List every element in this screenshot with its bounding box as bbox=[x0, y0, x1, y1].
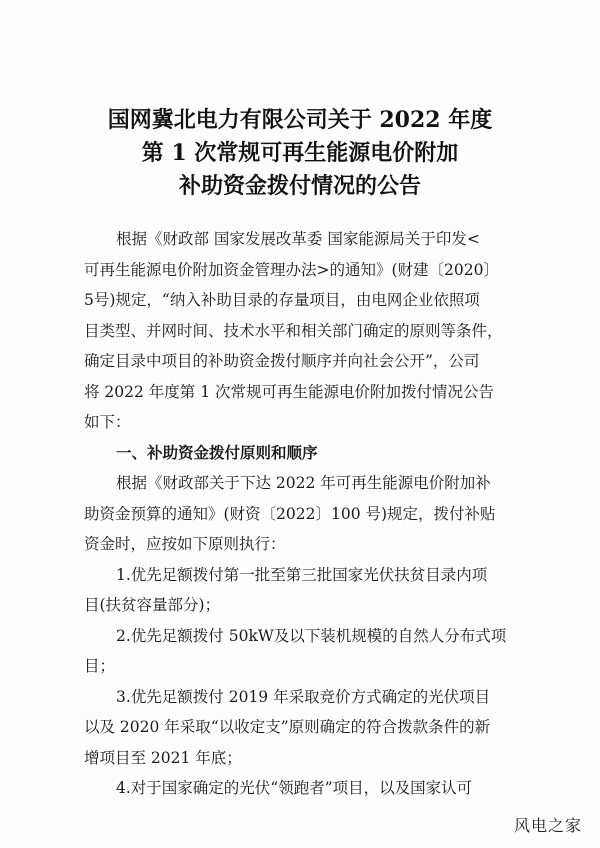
paragraph-line: 2.优先足额拨付 50kW及以下装机规模的自然人分布式项 bbox=[116, 626, 507, 645]
paragraph-line: 5号)规定，“纳入补助目录的存量项目，由电网企业依照项 bbox=[84, 291, 480, 309]
paragraph-line: 助资金预算的通知》(财资〔2022〕100 号)规定，拨付补贴 bbox=[84, 504, 496, 523]
paragraph-line: 根据《财政部 国家发展改革委 国家能源局关于印发< bbox=[116, 230, 480, 248]
section-heading: 一、补助资金拨付原则和顺序 bbox=[116, 443, 318, 462]
paragraph-line: 目； bbox=[84, 657, 116, 675]
paragraph-line: 根据《财政部关于下达 2022 年可再生能源电价附加补 bbox=[116, 474, 491, 492]
paragraph-line: 目类型、并网时间、技术水平和相关部门确定的原则等条件， bbox=[84, 321, 503, 340]
title-line-1: 国网冀北电力有限公司关于 2022 年度 bbox=[107, 107, 493, 133]
paragraph-line: 3.优先足额拨付 2019 年采取竞价方式确定的光伏项目 bbox=[116, 687, 491, 706]
paragraph-line: 资金时，应按如下原则执行： bbox=[84, 535, 286, 553]
paragraph-line: 目(扶贫容量部分)； bbox=[84, 596, 221, 614]
paragraph-line: 以及 2020 年采取“以收定支”原则确定的符合拨款条件的新 bbox=[84, 718, 491, 736]
watermark: 风电之家 bbox=[513, 816, 582, 835]
title-line-2: 第 1 次常规可再生能源电价附加 bbox=[141, 140, 459, 166]
paragraph-line: 增项目至 2021 年底； bbox=[84, 748, 242, 767]
paragraph-line: 4.对于国家确定的光伏“领跑者”项目，以及国家认可 bbox=[116, 779, 473, 797]
paragraph-line: 将 2022 年度第 1 次常规可再生能源电价附加拨付情况公告 bbox=[84, 382, 495, 401]
paragraph-line: 如下： bbox=[84, 413, 131, 431]
document-title bbox=[0, 104, 600, 203]
document-body bbox=[84, 224, 524, 804]
paragraph-line: 确定目录中项目的补助资金拨付顺序并向社会公开”，公司 bbox=[84, 352, 480, 370]
paragraph-line: 1.优先足额拨付第一批至第三批国家光伏扶贫目录内项 bbox=[116, 565, 488, 584]
paragraph-line: 可再生能源电价附加资金管理办法>的通知》(财建〔2020〕 bbox=[84, 260, 499, 279]
title-line-3: 补助资金拨付情况的公告 bbox=[178, 173, 421, 199]
